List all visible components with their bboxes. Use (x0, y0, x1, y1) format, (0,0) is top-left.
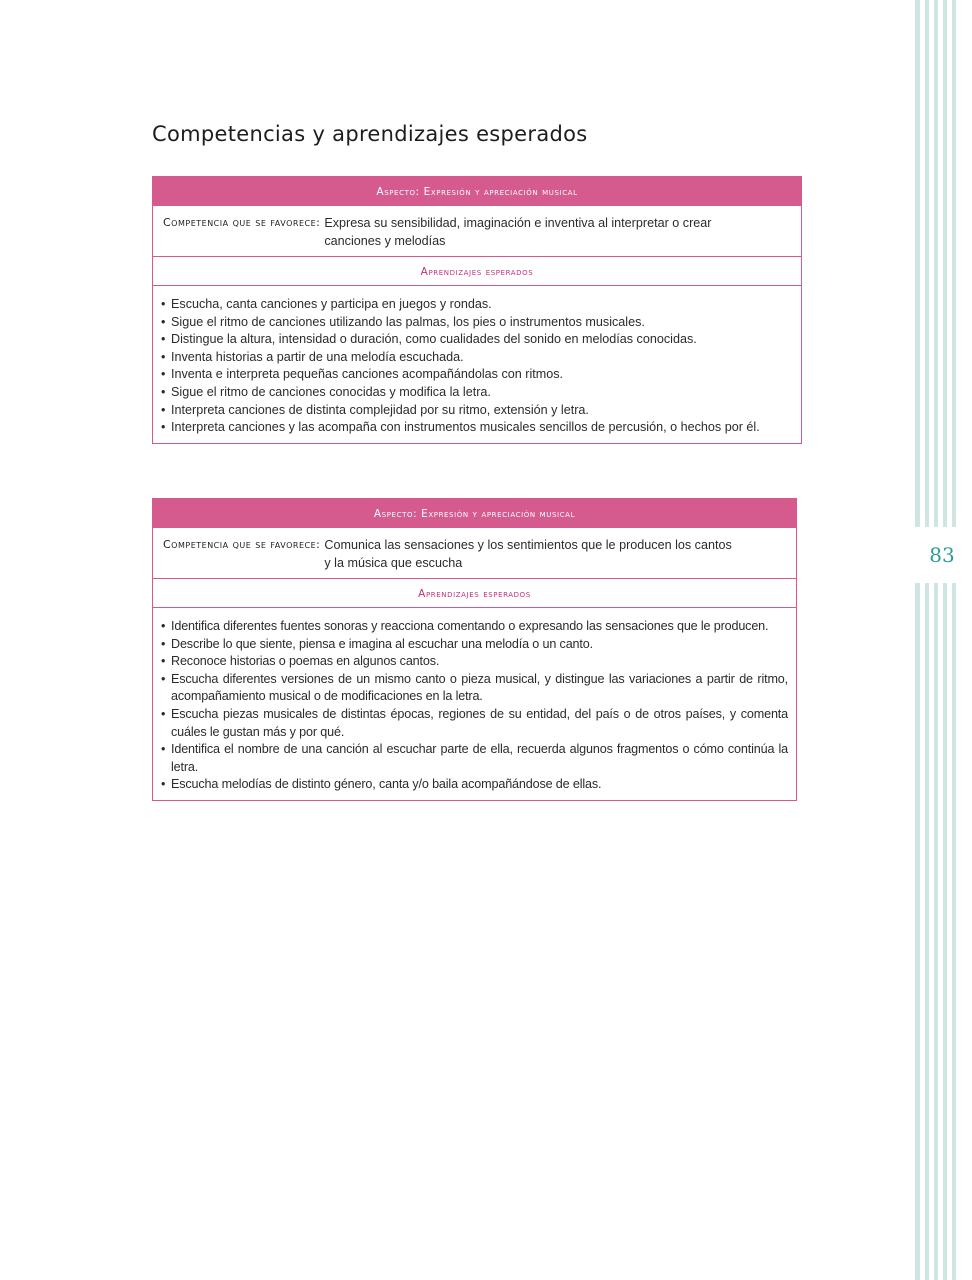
bullet-icon: • (161, 777, 166, 792)
bullet-icon: • (161, 297, 166, 311)
list-item (161, 741, 788, 776)
bullet-icon: • (161, 367, 166, 382)
competencia-label: Competencia que se favorece: (163, 216, 321, 229)
list-item-text: Escucha melodías de distinto género, canta y/o baila acompañándose de ellas. (171, 777, 602, 792)
list-item-text: Escucha diferentes versiones de un mismo canto o pieza musical, y distingue las variaciones a partir de ritmo, acompañamiento musical o de modificaciones en la letra. (171, 671, 788, 704)
list-item-text: Sigue el ritmo de canciones conocidas y modifica la letra. (171, 384, 491, 399)
bullet-icon: • (161, 384, 166, 399)
list-item-text: Identifica el nombre de una canción al escuchar parte de ella, recuerda algunos fragmentos o cómo continúa la letra. (171, 742, 788, 774)
competencia-text-line-1: Comunica las sensaciones y los sentimientos que le producen los cantos (324, 538, 732, 552)
bullet-icon: • (161, 654, 166, 669)
aspect-header: Aspecto: Expresión y apreciación musical (153, 177, 801, 206)
competencia-text (324, 214, 711, 250)
bullet-icon: • (161, 706, 166, 721)
bullet-icon: • (161, 671, 166, 686)
aprendizajes-list (153, 286, 801, 443)
bullet-icon: • (161, 349, 166, 364)
list-item-text: Inventa historias a partir de una melodía escuchada. (171, 349, 464, 364)
bullet-icon: • (161, 314, 166, 329)
competence-table-1 (152, 176, 802, 444)
aprendizajes-header: Aprendizajes esperados (153, 579, 796, 608)
competence-table-2 (152, 498, 797, 801)
list-item (161, 671, 788, 706)
page-title: Competencias y aprendizajes esperados (152, 122, 588, 146)
bullet-icon: • (161, 742, 166, 757)
bullet-icon: • (161, 332, 166, 347)
list-item-text: Escucha piezas musicales de distintas épocas, regiones de su entidad, del país o de otros países, y comenta cuáles le gustan más y por qué. (171, 706, 788, 739)
competencia-text-line-2: canciones y melodías (324, 234, 446, 248)
list-item (161, 706, 788, 741)
competencia-row (153, 528, 796, 579)
aspect-header: Aspecto: Expresión y apreciación musical (153, 499, 796, 528)
bullet-icon: • (161, 402, 166, 417)
competencia-text-line-2: y la música que escucha (324, 556, 463, 570)
aprendizajes-header: Aprendizajes esperados (153, 257, 801, 286)
list-item (161, 331, 793, 349)
list-item (161, 384, 793, 402)
list-item-text: Interpreta canciones de distinta complejidad por su ritmo, extensión y letra. (171, 402, 589, 417)
list-item (161, 776, 788, 794)
list-item-text: Interpreta canciones y las acompaña con instrumentos musicales sencillos de percusión, o hechos por él. (171, 420, 760, 435)
page-number: 83 (912, 537, 972, 573)
list-item (161, 636, 788, 654)
list-item (161, 618, 788, 636)
list-item-text: Describe lo que siente, piensa e imagina al escuchar una melodía o un canto. (171, 636, 593, 651)
competencia-label: Competencia que se favorece: (163, 538, 321, 551)
list-item-text: Inventa e interpreta pequeñas canciones acompañándolas con ritmos. (171, 367, 564, 382)
competencia-text (324, 536, 731, 572)
bullet-icon: • (161, 420, 166, 435)
competencia-text-line-1: Expresa su sensibilidad, imaginación e inventiva al interpretar o crear (324, 216, 712, 230)
bullet-icon: • (161, 619, 166, 633)
decorative-stripes (912, 0, 972, 1280)
list-item-text: Reconoce historias o poemas en algunos cantos. (171, 654, 440, 669)
list-item (161, 419, 793, 437)
aprendizajes-list (153, 608, 796, 800)
list-item (161, 402, 793, 420)
list-item (161, 349, 793, 367)
list-item-text: Escucha, canta canciones y participa en juegos y rondas. (171, 297, 492, 311)
list-item-text: Sigue el ritmo de canciones utilizando las palmas, los pies o instrumentos musicales. (171, 314, 645, 329)
list-item-text: Distingue la altura, intensidad o duración, como cualidades del sonido en melodías conocidas. (171, 332, 697, 347)
list-item (161, 296, 793, 314)
list-item (161, 314, 793, 332)
list-item (161, 653, 788, 671)
list-item (161, 366, 793, 384)
list-item-text: Identifica diferentes fuentes sonoras y reacciona comentando o expresando las sensaciones que le producen. (171, 619, 769, 633)
bullet-icon: • (161, 636, 166, 651)
competencia-row (153, 206, 801, 257)
